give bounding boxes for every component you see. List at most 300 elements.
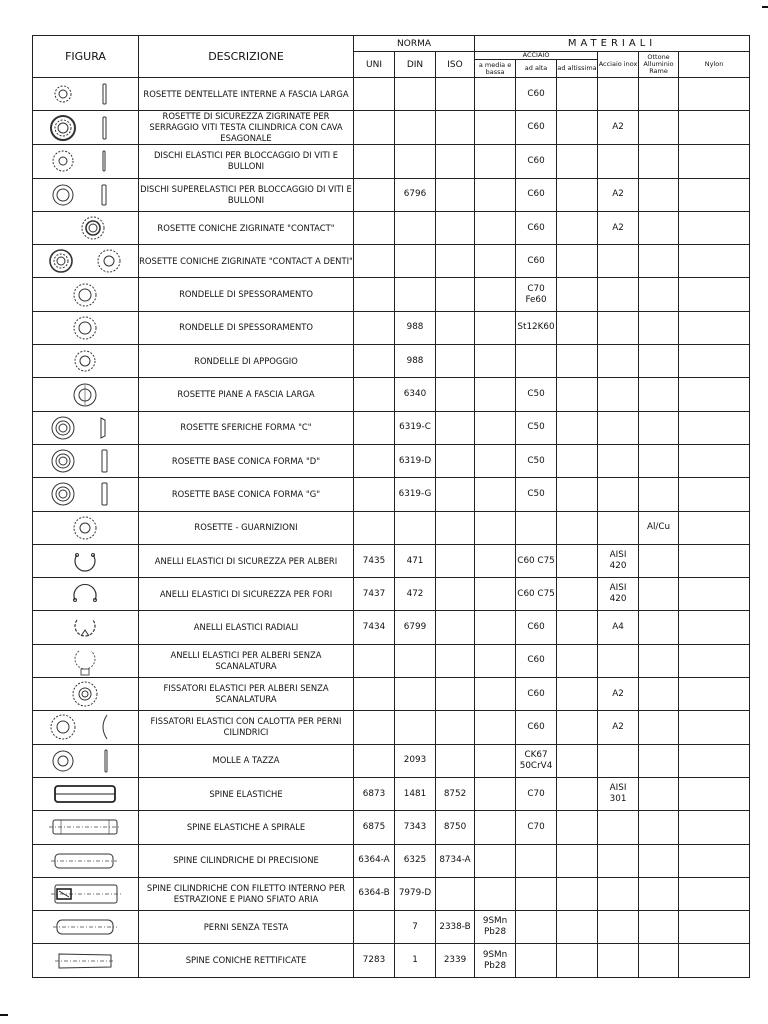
- nylon-cell: [679, 711, 750, 744]
- alta-cell: [516, 345, 557, 378]
- nylon-cell: [679, 944, 750, 977]
- table-row: [33, 678, 750, 711]
- inox-cell: AISI 420: [598, 578, 639, 611]
- description-cell: DISCHI ELASTICI PER BLOCCAGGIO DI VITI E BULLONI: [139, 145, 354, 178]
- headless-pin-icon: [41, 911, 131, 943]
- ottone-cell: [639, 544, 679, 577]
- alta-cell: C60: [516, 678, 557, 711]
- alta-cell: C70: [516, 811, 557, 844]
- din-cell: 471: [395, 544, 436, 577]
- uni-cell: 6364-B: [354, 877, 395, 910]
- description-cell: SPINE CILINDRICHE CON FILETTO INTERNO PER ESTRAZIONE E PIANO SFIATO ARIA: [139, 877, 354, 910]
- alta-cell: C60: [516, 644, 557, 677]
- inox-cell: [598, 478, 639, 511]
- media-bassa-cell: [475, 311, 516, 344]
- table-row: [33, 378, 750, 411]
- figure-cell: [33, 311, 139, 344]
- media-bassa-cell: [475, 844, 516, 877]
- altissima-cell: [557, 944, 598, 977]
- page-edge-mark: [762, 6, 768, 8]
- inox-cell: A2: [598, 178, 639, 211]
- table-row: [33, 744, 750, 777]
- shaft-circlip-icon: [41, 545, 131, 577]
- uni-cell: [354, 178, 395, 211]
- iso-cell: [436, 378, 475, 411]
- iso-cell: [436, 111, 475, 145]
- uni-cell: 6364-A: [354, 844, 395, 877]
- ottone-cell: [639, 678, 679, 711]
- altissima-cell: [557, 78, 598, 111]
- alta-cell: C60: [516, 611, 557, 644]
- figure-cell: [33, 211, 139, 244]
- alta-cell: C60: [516, 211, 557, 244]
- figure-cell: [33, 245, 139, 278]
- din-cell: [395, 145, 436, 178]
- nylon-cell: [679, 678, 750, 711]
- altissima-cell: [557, 345, 598, 378]
- ottone-cell: [639, 644, 679, 677]
- nylon-cell: [679, 378, 750, 411]
- nylon-cell: [679, 111, 750, 145]
- altissima-cell: [557, 578, 598, 611]
- table-row: [33, 811, 750, 844]
- alta-cell: C50: [516, 411, 557, 444]
- page-edge-mark: [0, 1014, 8, 1016]
- fasteners-table: [32, 35, 750, 978]
- nylon-cell: [679, 411, 750, 444]
- figure-cell: [33, 811, 139, 844]
- spherical-washer-icon: [41, 412, 131, 444]
- inox-cell: [598, 145, 639, 178]
- din-cell: 988: [395, 311, 436, 344]
- media-bassa-cell: [475, 245, 516, 278]
- alta-cell: [516, 511, 557, 544]
- iso-cell: [436, 544, 475, 577]
- nylon-cell: [679, 911, 750, 944]
- iso-cell: [436, 611, 475, 644]
- gasket-washer-icon: [41, 512, 131, 544]
- description-cell: ROSETTE CONICHE ZIGRINATE "CONTACT A DENTI": [139, 245, 354, 278]
- altissima-cell: [557, 911, 598, 944]
- super-spring-disc-icon: [41, 179, 131, 211]
- description-cell: ANELLI ELASTICI DI SICUREZZA PER FORI: [139, 578, 354, 611]
- disc-spring-icon: [41, 745, 131, 777]
- uni-cell: [354, 245, 395, 278]
- altissima-cell: [557, 844, 598, 877]
- description-cell: ANELLI ELASTICI PER ALBERI SENZA SCANALATURA: [139, 644, 354, 677]
- header-ottone-alluminio-rame: Ottone Alluminio Rame: [639, 52, 679, 78]
- ottone-cell: Al/Cu: [639, 511, 679, 544]
- uni-cell: [354, 911, 395, 944]
- uni-cell: [354, 744, 395, 777]
- altissima-cell: [557, 678, 598, 711]
- din-cell: [395, 245, 436, 278]
- description-cell: RONDELLE DI SPESSORAMENTO: [139, 278, 354, 311]
- uni-cell: [354, 444, 395, 477]
- figure-cell: [33, 777, 139, 810]
- din-cell: 1481: [395, 777, 436, 810]
- din-cell: [395, 678, 436, 711]
- iso-cell: [436, 444, 475, 477]
- shaft-clip-icon: [41, 645, 131, 677]
- altissima-cell: [557, 311, 598, 344]
- iso-cell: [436, 578, 475, 611]
- ottone-cell: [639, 711, 679, 744]
- ottone-cell: [639, 611, 679, 644]
- din-cell: 6319-C: [395, 411, 436, 444]
- ottone-cell: [639, 111, 679, 145]
- iso-cell: [436, 145, 475, 178]
- ottone-cell: [639, 444, 679, 477]
- uni-cell: [354, 145, 395, 178]
- description-cell: ROSETTE - GUARNIZIONI: [139, 511, 354, 544]
- media-bassa-cell: 9SMn Pb28: [475, 944, 516, 977]
- iso-cell: [436, 678, 475, 711]
- shim-washer-icon: [41, 279, 131, 311]
- figure-cell: [33, 378, 139, 411]
- nylon-cell: [679, 611, 750, 644]
- figure-cell: [33, 178, 139, 211]
- altissima-cell: [557, 478, 598, 511]
- ottone-cell: [639, 944, 679, 977]
- media-bassa-cell: [475, 744, 516, 777]
- table-row: [33, 78, 750, 111]
- media-bassa-cell: 9SMn Pb28: [475, 911, 516, 944]
- header-iso: ISO: [436, 52, 475, 78]
- figure-cell: [33, 145, 139, 178]
- media-bassa-cell: [475, 877, 516, 910]
- inox-cell: [598, 345, 639, 378]
- media-bassa-cell: [475, 78, 516, 111]
- iso-cell: 8734-A: [436, 844, 475, 877]
- spring-pin-icon: [41, 778, 131, 810]
- din-cell: [395, 278, 436, 311]
- din-cell: [395, 78, 436, 111]
- description-cell: ROSETTE BASE CONICA FORMA "D": [139, 444, 354, 477]
- din-cell: 7: [395, 911, 436, 944]
- inox-cell: A2: [598, 111, 639, 145]
- support-washer-icon: [41, 345, 131, 377]
- iso-cell: [436, 478, 475, 511]
- media-bassa-cell: [475, 678, 516, 711]
- table-row: [33, 278, 750, 311]
- inox-cell: [598, 78, 639, 111]
- inox-cell: A2: [598, 211, 639, 244]
- media-bassa-cell: [475, 111, 516, 145]
- ottone-cell: [639, 278, 679, 311]
- inox-cell: A2: [598, 711, 639, 744]
- alta-cell: C60: [516, 178, 557, 211]
- din-cell: 988: [395, 345, 436, 378]
- uni-cell: [354, 678, 395, 711]
- description-cell: RONDELLE DI SPESSORAMENTO: [139, 311, 354, 344]
- uni-cell: 7434: [354, 611, 395, 644]
- alta-cell: C70 Fe60: [516, 278, 557, 311]
- nylon-cell: [679, 811, 750, 844]
- table-row: [33, 944, 750, 977]
- alta-cell: C50: [516, 444, 557, 477]
- description-cell: ROSETTE PIANE A FASCIA LARGA: [139, 378, 354, 411]
- iso-cell: 2338-B: [436, 911, 475, 944]
- table-row: [33, 578, 750, 611]
- coiled-pin-icon: [41, 811, 131, 843]
- iso-cell: 2339: [436, 944, 475, 977]
- inox-cell: [598, 944, 639, 977]
- nylon-cell: [679, 644, 750, 677]
- din-cell: 2093: [395, 744, 436, 777]
- uni-cell: [354, 345, 395, 378]
- taper-pin-icon: [41, 945, 131, 977]
- inox-cell: [598, 811, 639, 844]
- table-row: [33, 478, 750, 511]
- media-bassa-cell: [475, 644, 516, 677]
- table-row: [33, 145, 750, 178]
- alta-cell: [516, 911, 557, 944]
- alta-cell: C60: [516, 145, 557, 178]
- uni-cell: [354, 311, 395, 344]
- iso-cell: [436, 78, 475, 111]
- table-row: [33, 711, 750, 744]
- table-row: [33, 544, 750, 577]
- iso-cell: [436, 178, 475, 211]
- ottone-cell: [639, 411, 679, 444]
- alta-cell: CK67 50CrV4: [516, 744, 557, 777]
- alta-cell: C60: [516, 78, 557, 111]
- ottone-cell: [639, 311, 679, 344]
- media-bassa-cell: [475, 444, 516, 477]
- figure-cell: [33, 911, 139, 944]
- iso-cell: [436, 511, 475, 544]
- table-row: [33, 444, 750, 477]
- figure-cell: [33, 944, 139, 977]
- description-cell: DISCHI SUPERELASTICI PER BLOCCAGGIO DI VITI E BULLONI: [139, 178, 354, 211]
- inox-cell: [598, 278, 639, 311]
- figure-cell: [33, 345, 139, 378]
- description-cell: ROSETTE BASE CONICA FORMA "G": [139, 478, 354, 511]
- iso-cell: [436, 311, 475, 344]
- ottone-cell: [639, 211, 679, 244]
- nylon-cell: [679, 478, 750, 511]
- uni-cell: [354, 511, 395, 544]
- uni-cell: [354, 711, 395, 744]
- figure-cell: [33, 711, 139, 744]
- ottone-cell: [639, 911, 679, 944]
- table-row: [33, 611, 750, 644]
- toothed-washer-icon: [41, 78, 131, 110]
- alta-cell: C60: [516, 245, 557, 278]
- nylon-cell: [679, 544, 750, 577]
- shim-washer-icon: [41, 312, 131, 344]
- altissima-cell: [557, 145, 598, 178]
- description-cell: ROSETTE SFERICHE FORMA "C": [139, 411, 354, 444]
- uni-cell: [354, 478, 395, 511]
- inox-cell: [598, 245, 639, 278]
- inox-cell: [598, 744, 639, 777]
- figure-cell: [33, 278, 139, 311]
- iso-cell: [436, 278, 475, 311]
- media-bassa-cell: [475, 478, 516, 511]
- alta-cell: C60 C75: [516, 578, 557, 611]
- altissima-cell: [557, 278, 598, 311]
- nylon-cell: [679, 844, 750, 877]
- altissima-cell: [557, 744, 598, 777]
- capped-push-fastener-icon: [41, 711, 131, 743]
- conical-toothed-washer-icon: [41, 245, 131, 277]
- table-row: [33, 877, 750, 910]
- altissima-cell: [557, 777, 598, 810]
- media-bassa-cell: [475, 511, 516, 544]
- din-cell: [395, 511, 436, 544]
- inox-cell: [598, 911, 639, 944]
- nylon-cell: [679, 511, 750, 544]
- description-cell: ROSETTE CONICHE ZIGRINATE "CONTACT": [139, 211, 354, 244]
- inox-cell: AISI 420: [598, 544, 639, 577]
- alta-cell: C60: [516, 711, 557, 744]
- description-cell: ROSETTE DI SICUREZZA ZIGRINATE PER SERRAGGIO VITI TESTA CILINDRICA CON CAVA ESAGONALE: [139, 111, 354, 145]
- inox-cell: [598, 378, 639, 411]
- figure-cell: [33, 444, 139, 477]
- figure-cell: [33, 877, 139, 910]
- altissima-cell: [557, 211, 598, 244]
- inox-cell: A2: [598, 678, 639, 711]
- ottone-cell: [639, 578, 679, 611]
- iso-cell: [436, 877, 475, 910]
- altissima-cell: [557, 511, 598, 544]
- table-row: [33, 844, 750, 877]
- din-cell: [395, 111, 436, 145]
- nylon-cell: [679, 877, 750, 910]
- figure-cell: [33, 544, 139, 577]
- conical-contact-washer-icon: [41, 212, 131, 244]
- altissima-cell: [557, 711, 598, 744]
- table-row: [33, 178, 750, 211]
- header-nylon: Nylon: [679, 52, 750, 78]
- header-uni: UNI: [354, 52, 395, 78]
- altissima-cell: [557, 444, 598, 477]
- inox-cell: [598, 644, 639, 677]
- uni-cell: 6873: [354, 777, 395, 810]
- altissima-cell: [557, 644, 598, 677]
- media-bassa-cell: [475, 278, 516, 311]
- nylon-cell: [679, 345, 750, 378]
- description-cell: SPINE CONICHE RETTIFICATE: [139, 944, 354, 977]
- spring-disc-icon: [41, 145, 131, 177]
- uni-cell: [354, 278, 395, 311]
- din-cell: 7343: [395, 811, 436, 844]
- header-descrizione: DESCRIZIONE: [139, 36, 354, 78]
- media-bassa-cell: [475, 711, 516, 744]
- alta-cell: C60 C75: [516, 544, 557, 577]
- iso-cell: [436, 245, 475, 278]
- inox-cell: [598, 311, 639, 344]
- uni-cell: [354, 211, 395, 244]
- table-row: [33, 777, 750, 810]
- figure-cell: [33, 411, 139, 444]
- media-bassa-cell: [475, 578, 516, 611]
- table-row: [33, 211, 750, 244]
- ottone-cell: [639, 78, 679, 111]
- table-row: [33, 245, 750, 278]
- description-cell: FISSATORI ELASTICI PER ALBERI SENZA SCANALATURA: [139, 678, 354, 711]
- ottone-cell: [639, 877, 679, 910]
- iso-cell: 8752: [436, 777, 475, 810]
- iso-cell: [436, 644, 475, 677]
- ottone-cell: [639, 844, 679, 877]
- alta-cell: [516, 944, 557, 977]
- altissima-cell: [557, 544, 598, 577]
- figure-cell: [33, 611, 139, 644]
- header-acciaio-media-bassa: a media e bassa: [475, 60, 516, 78]
- uni-cell: [354, 411, 395, 444]
- ottone-cell: [639, 145, 679, 178]
- nylon-cell: [679, 578, 750, 611]
- din-cell: 6319-G: [395, 478, 436, 511]
- nylon-cell: [679, 145, 750, 178]
- header-norma: NORMA: [354, 36, 475, 52]
- media-bassa-cell: [475, 411, 516, 444]
- description-cell: MOLLE A TAZZA: [139, 744, 354, 777]
- conical-seat-washer-icon: [41, 478, 131, 510]
- ottone-cell: [639, 245, 679, 278]
- altissima-cell: [557, 378, 598, 411]
- header-acciaio: ACCIAIO: [475, 52, 598, 60]
- alta-cell: C60: [516, 111, 557, 145]
- din-cell: [395, 644, 436, 677]
- inox-cell: [598, 411, 639, 444]
- inox-cell: [598, 511, 639, 544]
- iso-cell: 8750: [436, 811, 475, 844]
- conical-seat-washer-icon: [41, 445, 131, 477]
- e-clip-icon: [41, 612, 131, 644]
- header-din: DIN: [395, 52, 436, 78]
- media-bassa-cell: [475, 811, 516, 844]
- header-materiali: MATERIALI: [475, 36, 750, 52]
- din-cell: 6319-D: [395, 444, 436, 477]
- description-cell: PERNI SENZA TESTA: [139, 911, 354, 944]
- header-acciaio-alta: ad alta: [516, 60, 557, 78]
- alta-cell: C50: [516, 378, 557, 411]
- nylon-cell: [679, 245, 750, 278]
- description-cell: ANELLI ELASTICI DI SICUREZZA PER ALBERI: [139, 544, 354, 577]
- figure-cell: [33, 844, 139, 877]
- table-row: [33, 311, 750, 344]
- iso-cell: [436, 744, 475, 777]
- table-row: [33, 511, 750, 544]
- alta-cell: C70: [516, 777, 557, 810]
- header-acciaio-altissima: ad altissima: [557, 60, 598, 78]
- table-row: [33, 644, 750, 677]
- ottone-cell: [639, 777, 679, 810]
- push-fastener-icon: [41, 678, 131, 710]
- inox-cell: A4: [598, 611, 639, 644]
- inox-cell: AISI 301: [598, 777, 639, 810]
- nylon-cell: [679, 744, 750, 777]
- media-bassa-cell: [475, 611, 516, 644]
- ottone-cell: [639, 378, 679, 411]
- media-bassa-cell: [475, 777, 516, 810]
- figure-cell: [33, 644, 139, 677]
- altissima-cell: [557, 877, 598, 910]
- threaded-dowel-pin-icon: [41, 878, 131, 910]
- iso-cell: [436, 345, 475, 378]
- ottone-cell: [639, 478, 679, 511]
- inox-cell: [598, 877, 639, 910]
- alta-cell: [516, 877, 557, 910]
- altissima-cell: [557, 411, 598, 444]
- ottone-cell: [639, 345, 679, 378]
- description-cell: SPINE ELASTICHE: [139, 777, 354, 810]
- altissima-cell: [557, 178, 598, 211]
